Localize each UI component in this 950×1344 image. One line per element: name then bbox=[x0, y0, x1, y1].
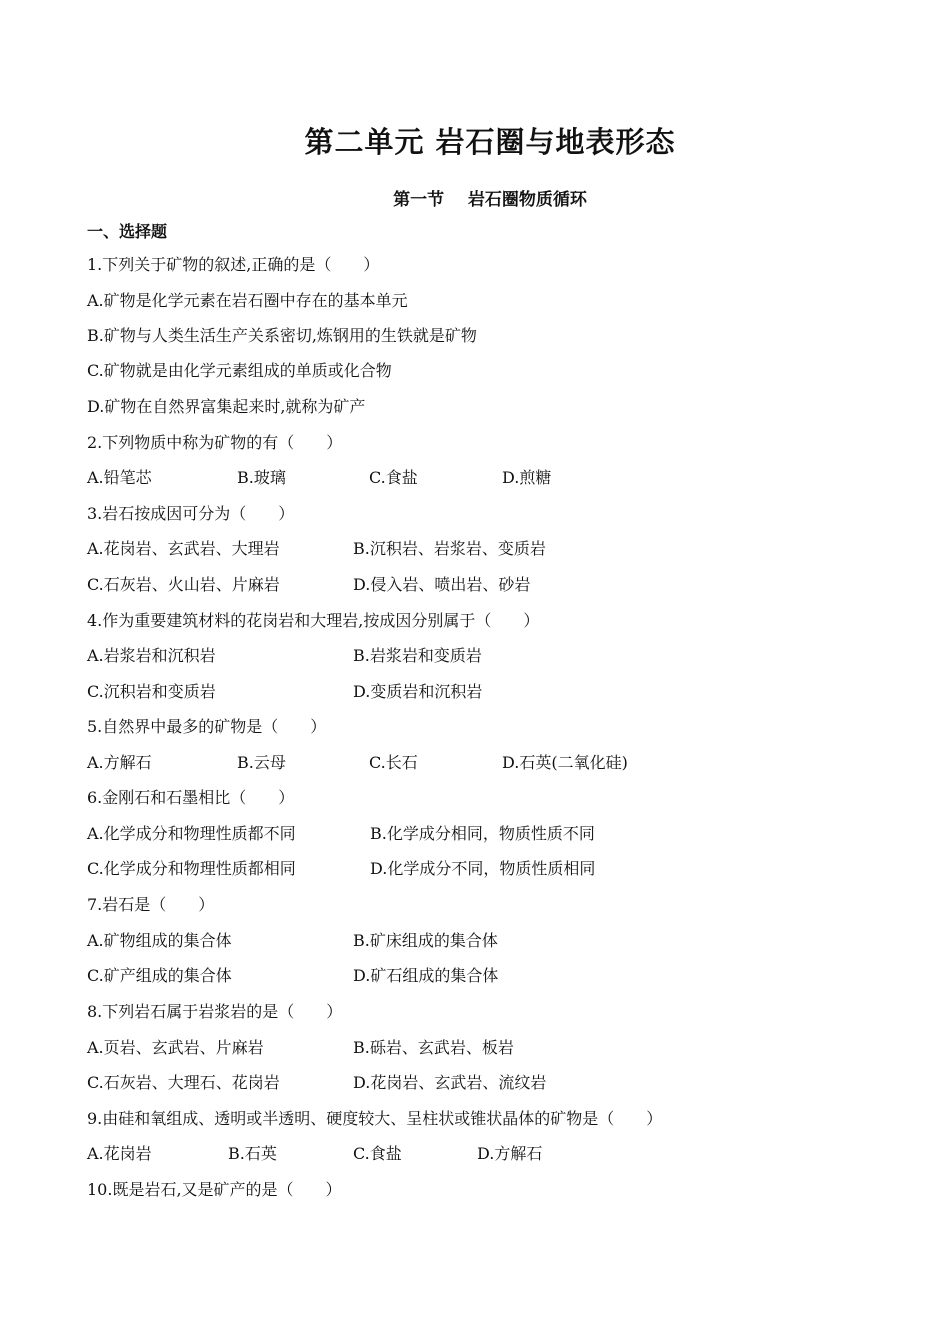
question-2-option-c: C.食盐 bbox=[369, 468, 418, 487]
question-1-option-a: A.矿物是化学元素在岩石圈中存在的基本单元 bbox=[87, 291, 408, 310]
question-4-option-a: A.岩浆岩和沉积岩 bbox=[87, 646, 216, 665]
question-7-option-a: A.矿物组成的集合体 bbox=[87, 931, 232, 950]
question-6-option-d: D.化学成分不同，物质性质相同 bbox=[370, 859, 596, 878]
question-1-stem: 1.下列关于矿物的叙述,正确的是（ ） bbox=[87, 255, 380, 274]
question-6-option-a: A.化学成分和物理性质都不同 bbox=[87, 824, 296, 843]
question-4-stem: 4.作为重要建筑材料的花岗岩和大理岩,按成因分别属于（ ） bbox=[87, 611, 540, 630]
question-6-option-c: C.化学成分和物理性质都相同 bbox=[87, 859, 296, 878]
question-3-stem: 3.岩石按成因可分为（ ） bbox=[87, 504, 295, 523]
page-title: 第二单元 岩石圈与地表形态 bbox=[304, 125, 676, 159]
question-8-option-c: C.石灰岩、大理石、花岗岩 bbox=[87, 1073, 280, 1092]
question-5-stem: 5.自然界中最多的矿物是（ ） bbox=[87, 717, 327, 736]
question-7-option-c: C.矿产组成的集合体 bbox=[87, 966, 232, 985]
question-9-option-d: D.方解石 bbox=[477, 1144, 543, 1163]
question-8-stem: 8.下列岩石属于岩浆岩的是（ ） bbox=[87, 1002, 343, 1021]
question-2-stem: 2.下列物质中称为矿物的有（ ） bbox=[87, 433, 343, 452]
question-1-option-b: B.矿物与人类生活生产关系密切,炼钢用的生铁就是矿物 bbox=[87, 326, 477, 345]
question-4-option-b: B.岩浆岩和变质岩 bbox=[353, 646, 482, 665]
question-1-option-c: C.矿物就是由化学元素组成的单质或化合物 bbox=[87, 361, 392, 380]
question-2-option-a: A.铅笔芯 bbox=[87, 468, 152, 487]
question-8-option-d: D.花岗岩、玄武岩、流纹岩 bbox=[353, 1073, 547, 1092]
question-1-option-d: D.矿物在自然界富集起来时,就称为矿产 bbox=[87, 397, 366, 416]
question-3-option-b: B.沉积岩、岩浆岩、变质岩 bbox=[353, 539, 546, 558]
question-7-option-d: D.矿石组成的集合体 bbox=[353, 966, 499, 985]
question-8-option-b: B.砾岩、玄武岩、板岩 bbox=[353, 1038, 514, 1057]
question-9-option-b: B.石英 bbox=[228, 1144, 277, 1163]
question-9-option-a: A.花岗岩 bbox=[87, 1144, 152, 1163]
question-3-option-a: A.花岗岩、玄武岩、大理岩 bbox=[87, 539, 280, 558]
question-6-stem: 6.金刚石和石墨相比（ ） bbox=[87, 788, 295, 807]
question-2-option-b: B.玻璃 bbox=[237, 468, 286, 487]
question-5-option-d: D.石英(二氧化硅) bbox=[502, 753, 628, 772]
question-5-option-a: A.方解石 bbox=[87, 753, 152, 772]
question-5-option-c: C.长石 bbox=[369, 753, 418, 772]
question-4-option-c: C.沉积岩和变质岩 bbox=[87, 682, 216, 701]
question-9-option-c: C.食盐 bbox=[353, 1144, 402, 1163]
question-3-option-c: C.石灰岩、火山岩、片麻岩 bbox=[87, 575, 280, 594]
section-title: 第一节 岩石圈物质循环 bbox=[393, 190, 587, 210]
question-3-option-d: D.侵入岩、喷出岩、砂岩 bbox=[353, 575, 531, 594]
question-9-stem: 9.由硅和氧组成、透明或半透明、硬度较大、呈柱状或锥状晶体的矿物是（ ） bbox=[87, 1109, 663, 1128]
question-7-stem: 7.岩石是（ ） bbox=[87, 895, 215, 914]
section-heading: 一、选择题 bbox=[87, 222, 168, 241]
question-8-option-a: A.页岩、玄武岩、片麻岩 bbox=[87, 1038, 264, 1057]
question-6-option-b: B.化学成分相同，物质性质不同 bbox=[370, 824, 595, 843]
question-2-option-d: D.煎糖 bbox=[502, 468, 552, 487]
question-10-stem: 10.既是岩石,又是矿产的是（ ） bbox=[87, 1180, 342, 1199]
question-7-option-b: B.矿床组成的集合体 bbox=[353, 931, 498, 950]
question-4-option-d: D.变质岩和沉积岩 bbox=[353, 682, 483, 701]
question-5-option-b: B.云母 bbox=[237, 753, 286, 772]
